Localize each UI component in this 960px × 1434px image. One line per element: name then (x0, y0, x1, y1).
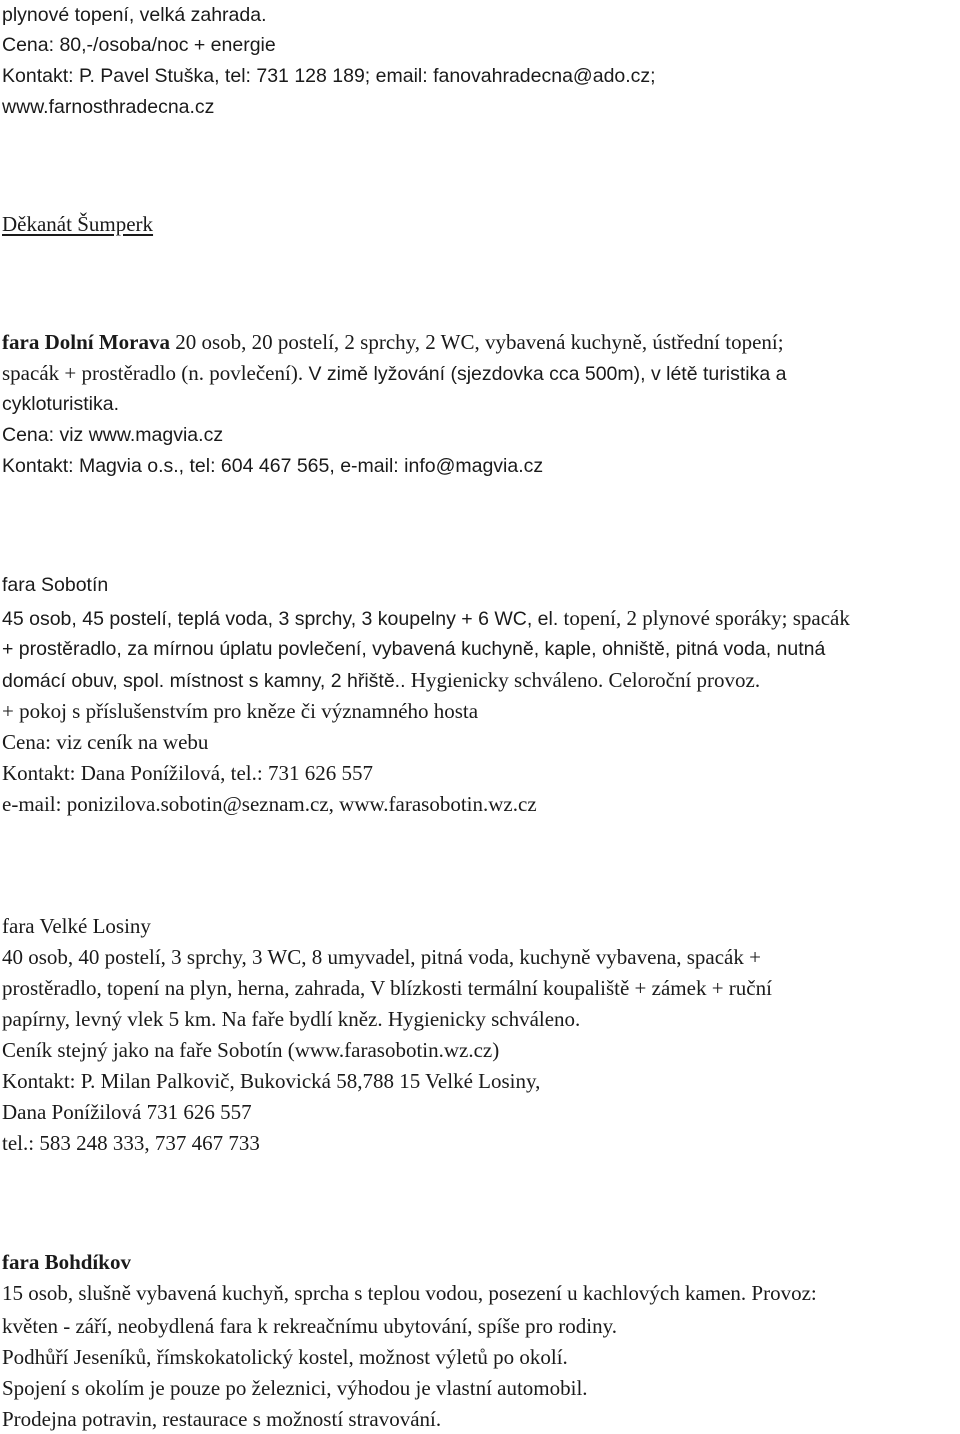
dolni-morava-line-3: cykloturistika. (2, 393, 120, 415)
sobotin-name: fara Sobotín (2, 574, 109, 596)
dolni-morava-activities: V zimě lyžování (sjezdovka cca 500m), v létě turistika a (303, 363, 787, 385)
dolni-morava-details: 20 osob, 20 postelí, 2 sprchy, 2 WC, vybavená kuchyně, ústřední topení; (169, 330, 784, 354)
sobotin-contact: Kontakt: Dana Ponížilová, tel.: 731 626 557 (2, 761, 373, 785)
velke-losiny-name: fara Velké Losiny (2, 914, 151, 938)
velke-losiny-price: Ceník stejný jako na faře Sobotín (www.farasobotin.wz.cz) (2, 1038, 500, 1062)
velke-losiny-line-1: 40 osob, 40 postelí, 3 sprchy, 3 WC, 8 umyvadel, pitná voda, kuchyně vybavena, spacák + (2, 945, 761, 969)
velke-losiny-contact: Kontakt: P. Milan Palkovič, Bukovická 58,788 15 Velké Losiny, (2, 1069, 541, 1093)
bohdikov-line-3: Podhůří Jeseníků, římskokatolický kostel, možnost výletů po okolí. (2, 1345, 568, 1369)
sobotin-equipment: domácí obuv, spol. místnost s kamny, 2 hřiště.. (2, 670, 406, 692)
velke-losiny-line-2: prostěradlo, topení na plyn, herna, zahrada, V blízkosti termální koupaliště + zámek + ruční (2, 976, 772, 1000)
sobotin-operation: Hygienicky schváleno. Celoroční provoz. (405, 668, 761, 692)
intro-website: www.farnosthradecna.cz (2, 96, 215, 118)
intro-line-1: plynové topení, velká zahrada. (2, 4, 267, 26)
sobotin-line-4: + pokoj s příslušenstvím pro kněze či významného hosta (2, 699, 479, 723)
dolni-morava-bedding: spacák + prostěradlo (n. povlečení). (2, 361, 304, 385)
sobotin-email: e-mail: ponizilova.sobotin@seznam.cz, www.farasobotin.wz.cz (2, 792, 537, 816)
dolni-morava-line-2 (2, 358, 954, 388)
dolni-morava-price: Cena: viz www.magvia.cz (2, 424, 224, 446)
bohdikov-name: fara Bohdíkov (2, 1250, 131, 1274)
dolni-morava-contact: Kontakt: Magvia o.s., tel: 604 467 565, e-mail: info@magvia.cz (2, 455, 544, 477)
deanery-heading: Děkanát Šumperk (2, 212, 154, 236)
velke-losiny-phone: tel.: 583 248 333, 737 467 733 (2, 1131, 260, 1155)
sobotin-line-2: + prostěradlo, za mírnou úplatu povlečení, vybavená kuchyně, kaple, ohniště, pitná voda, nutná (2, 638, 826, 660)
velke-losiny-line-3: papírny, levný vlek 5 km. Na faře bydlí kněz. Hygienicky schváleno. (2, 1007, 581, 1031)
bohdikov-line-5: Prodejna potravin, restaurace s možností stravování. (2, 1407, 442, 1431)
bohdikov-line-2: květen - září, neobydlená fara k rekreačnímu ubytování, spíše pro rodiny. (2, 1314, 617, 1338)
dolni-morava-line-1 (2, 327, 954, 357)
intro-price: Cena: 80,-/osoba/noc + energie (2, 34, 276, 56)
intro-contact: Kontakt: P. Pavel Stuška, tel: 731 128 189; email: fanovahradecna@ado.cz; (2, 65, 656, 87)
velke-losiny-contact-2: Dana Ponížilová 731 626 557 (2, 1100, 252, 1124)
dolni-morava-name: fara Dolní Morava (2, 330, 170, 354)
sobotin-heating: topení, 2 plynové sporáky; spacák (558, 606, 850, 630)
sobotin-line-3 (2, 665, 954, 695)
sobotin-line-1 (2, 603, 954, 633)
sobotin-capacity: 45 osob, 45 postelí, teplá voda, 3 sprchy, 3 koupelny + 6 WC, el. (2, 608, 559, 630)
bohdikov-line-4: Spojení s okolím je pouze po železnici, výhodou je vlastní automobil. (2, 1376, 588, 1400)
bohdikov-line-1: 15 osob, slušně vybavená kuchyň, sprcha s teplou vodou, posezení u kachlových kamen. Provoz: (2, 1281, 817, 1305)
sobotin-price: Cena: viz ceník na webu (2, 730, 209, 754)
